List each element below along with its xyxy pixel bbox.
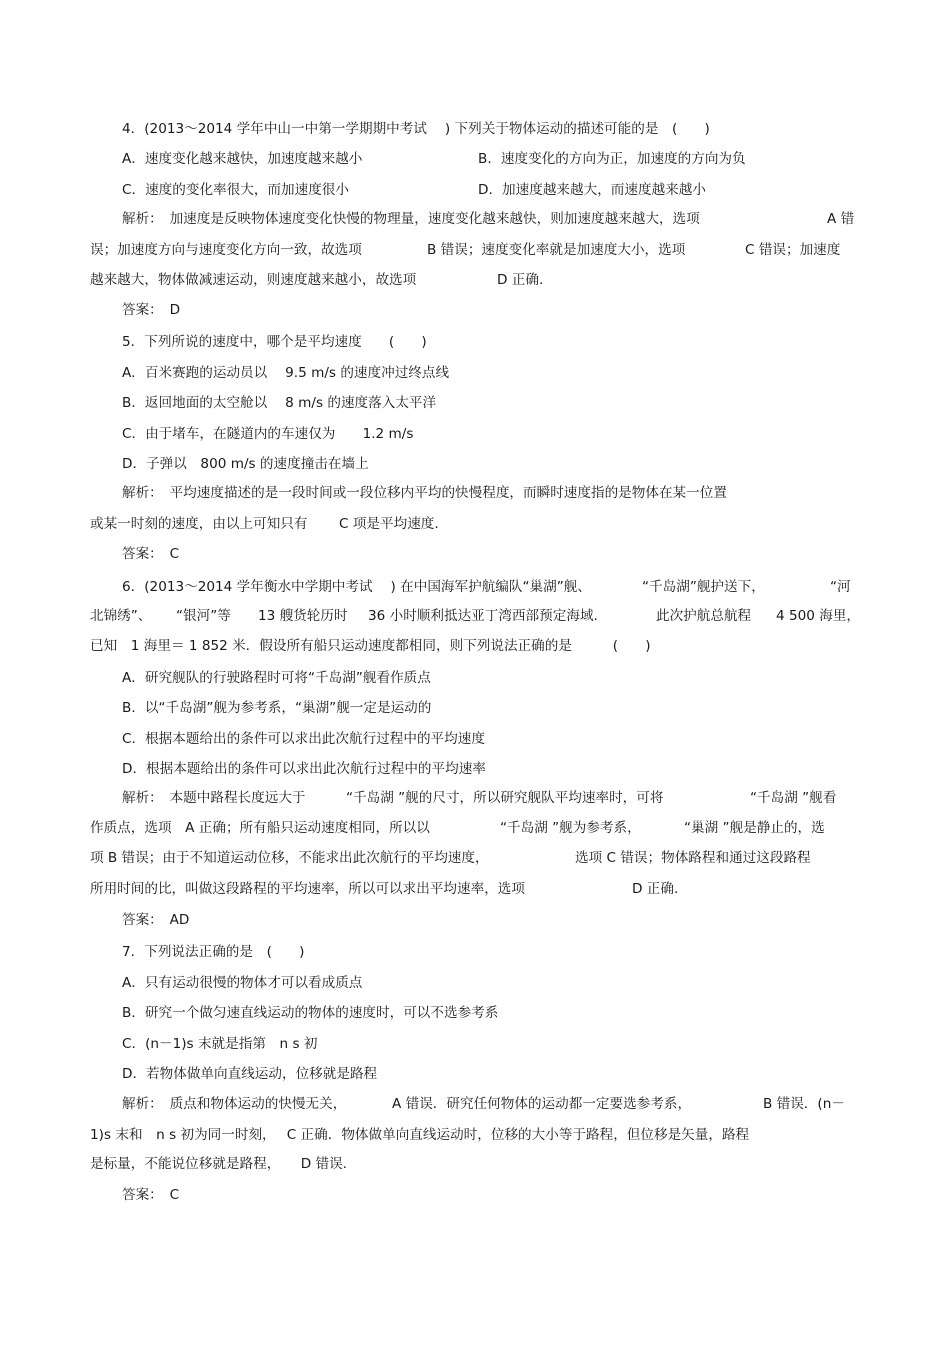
q4-option-c: C．速度的变化率很大，而加速度很小 (122, 182, 349, 198)
q6-explanation-line2b: “千岛湖 ”舰为参考系， (500, 820, 641, 836)
q6-explanation-line3a: 项 B 错误；由于不知道运动位移，不能求出此次航行的平均速度， (90, 850, 489, 866)
q6-stem-line2f: 4 500 海里， (776, 608, 861, 624)
q7-option-d: D．若物体做单向直线运动，位移就是路程 (122, 1066, 378, 1082)
q7-explanation-line1a: 解析： 质点和物体运动的快慢无关， (122, 1096, 347, 1112)
q6-stem-line3: 已知 1 海里＝ 1 852 米．假设所有船只运动速度都相同，则下列说法正确的是 ( ) (90, 638, 651, 654)
q6-option-d: D．根据本题给出的条件可以求出此次航行过程中的平均速率 (122, 761, 486, 777)
q6-explanation-line2a: 作质点，选项 A 正确；所有船只运动速度相同，所以以 (90, 820, 430, 836)
q4-option-d: D．加速度越来越大，而速度越来越小 (478, 182, 706, 198)
q4-option-b: B．速度变化的方向为正，加速度的方向为负 (478, 151, 746, 167)
q7-option-b: B．研究一个做匀速直线运动的物体的速度时，可以不选参考系 (122, 1005, 499, 1021)
q6-stem-line2e: 此次护航总航程 (656, 608, 752, 624)
q5-explanation-line1: 解析： 平均速度描述的是一段时间或一段位移内平均的快慢程度，而瞬时速度指的是物体在某一位置 (122, 485, 727, 501)
q6-stem-line2a: 北锦绣”、 (90, 608, 152, 624)
q7-answer: 答案： C (122, 1187, 180, 1203)
q6-explanation-line1c: “千岛湖 ”舰看 (750, 790, 837, 806)
q6-answer: 答案： AD (122, 912, 190, 928)
q7-explanation-line3: 是标量，不能说位移就是路程， D 错误. (90, 1156, 347, 1172)
q6-option-b: B．以“千岛湖”舰为参考系，“巢湖”舰一定是运动的 (122, 700, 432, 716)
q6-explanation-line2c: “巢湖 ”舰是静止的，选 (684, 820, 825, 836)
q6-explanation-line1a: 解析： 本题中路程长度远大于 (122, 790, 306, 806)
q6-explanation-line3b: 选项 C 错误；物体路程和通过这段路程 (575, 850, 811, 866)
q6-option-c: C．根据本题给出的条件可以求出此次航行过程中的平均速度 (122, 731, 485, 747)
q7-explanation-line1c: B 错误．(n－ (763, 1096, 845, 1112)
q4-explanation-line2c: C 错误；加速度 (745, 242, 841, 258)
q5-option-c: C．由于堵车，在隧道内的车速仅为 1.2 m/s (122, 426, 414, 442)
q7-explanation-line1b: A 错误．研究任何物体的运动都一定要选参考系， (392, 1096, 692, 1112)
q4-option-a: A．速度变化越来越快，加速度越来越小 (122, 151, 363, 167)
q5-option-a: A．百米赛跑的运动员以 9.5 m/s 的速度冲过终点线 (122, 365, 450, 381)
q4-explanation-line2b: B 错误；速度变化率就是加速度大小，选项 (427, 242, 686, 258)
q7-option-c: C．(n－1)s 末就是指第 n s 初 (122, 1036, 318, 1052)
q6-explanation-line4b: D 正确. (632, 881, 679, 897)
q5-option-b: B．返回地面的太空舱以 8 m/s 的速度落入太平洋 (122, 395, 437, 411)
q5-stem: 5．下列所说的速度中，哪个是平均速度 ( ) (122, 334, 427, 350)
q4-explanation-line1a: 解析： 加速度是反映物体速度变化快慢的物理量，速度变化越来越快，则加速度越来越大，选项 (122, 211, 700, 227)
q6-stem-line2b: “银河”等 (176, 608, 231, 624)
q4-explanation-line3b: D 正确. (497, 272, 544, 288)
q4-explanation-line2a: 误；加速度方向与速度变化方向一致，故选项 (90, 242, 362, 258)
q4-explanation-line1b: A 错 (827, 211, 855, 227)
q5-option-d: D．子弹以 800 m/s 的速度撞击在墙上 (122, 456, 369, 472)
q6-stem-line1a: 6．(2013～2014 学年衡水中学期中考试 ) 在中国海军护航编队“巢湖”舰、 (122, 579, 591, 595)
q6-stem-line1c: “河 (830, 579, 851, 595)
q7-option-a: A．只有运动很慢的物体才可以看成质点 (122, 975, 363, 991)
q5-answer: 答案： C (122, 546, 180, 562)
q7-stem: 7．下列说法正确的是 ( ) (122, 944, 305, 960)
q7-explanation-line2: 1)s 末和 n s 初为同一时刻， C 正确．物体做单向直线运动时，位移的大小等于路程，但位移是矢量，路程 (90, 1127, 750, 1143)
q6-stem-line2d: 36 小时顺利抵达亚丁湾西部预定海域. (368, 608, 598, 624)
q6-stem-line2c: 13 艘货轮历时 (258, 608, 348, 624)
q5-explanation-line2: 或某一时刻的速度，由以上可知只有 C 项是平均速度. (90, 516, 439, 532)
q6-stem-line1b: “千岛湖”舰护送下， (642, 579, 765, 595)
q4-answer: 答案： D (122, 302, 181, 318)
q6-explanation-line1b: “千岛湖 ”舰的尺寸，所以研究舰队平均速率时，可将 (346, 790, 664, 806)
q6-option-a: A．研究舰队的行驶路程时可将“千岛湖”舰看作质点 (122, 670, 431, 686)
q4-explanation-line3a: 越来越大，物体做减速运动，则速度越来越小，故选项 (90, 272, 417, 288)
q4-stem: 4．(2013～2014 学年中山一中第一学期期中考试 ) 下列关于物体运动的描述可能的是 ( ) (122, 121, 710, 137)
q6-explanation-line4a: 所用时间的比，叫做这段路程的平均速率，所以可以求出平均速率，选项 (90, 881, 525, 897)
